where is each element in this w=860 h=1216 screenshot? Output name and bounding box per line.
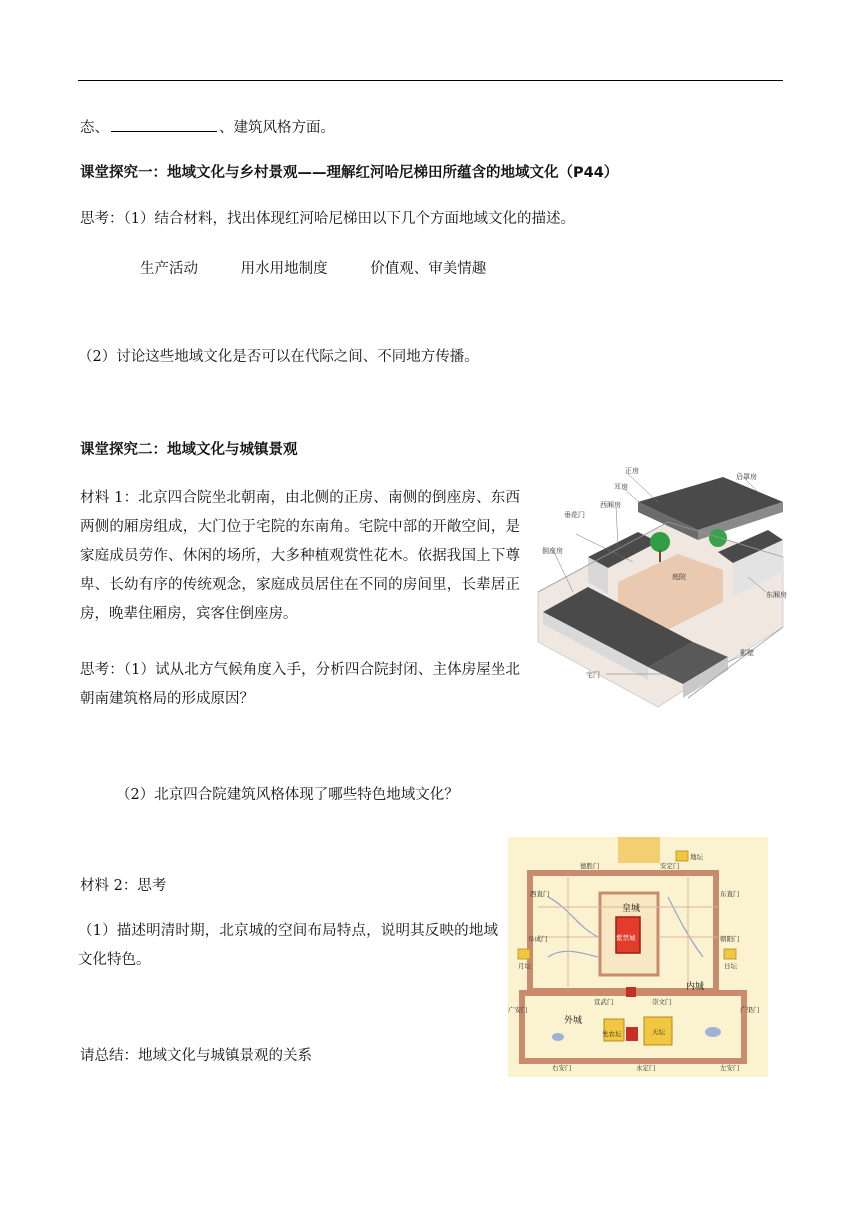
explore2-title: 课堂探究二：地域文化与城镇景观 bbox=[80, 442, 298, 458]
beijing-map bbox=[508, 837, 768, 1077]
label-daozuofang: 倒座房 bbox=[542, 547, 563, 555]
map-yongdingmen: 永定门 bbox=[636, 1064, 656, 1072]
map-dongzhimen: 东直门 bbox=[720, 890, 740, 898]
label-dongxiangfang: 东厢房 bbox=[766, 591, 787, 599]
aspects-row bbox=[140, 257, 524, 278]
material1-think1: 思考：（1）试从北方气候角度入手，分析四合院封闭、主体房屋坐北朝南建筑格局的形成原因？ bbox=[80, 662, 520, 707]
fill-blank[interactable] bbox=[111, 117, 217, 132]
map-chongwenmen: 崇文门 bbox=[652, 998, 672, 1006]
label-xixiangfang: 西厢房 bbox=[600, 501, 621, 509]
map-zijincheng: 紫禁城 bbox=[616, 934, 636, 942]
beijing-map-drawing bbox=[508, 837, 768, 1077]
material2-text: 材料 2：思考 bbox=[80, 878, 167, 894]
map-xizhimen: 西直门 bbox=[530, 890, 550, 898]
line-intro-before: 态、 bbox=[80, 120, 109, 136]
map-fuchengmen: 阜成门 bbox=[528, 935, 548, 943]
aspect-production: 生产活动 bbox=[140, 261, 198, 277]
label-tingyuan: 庭院 bbox=[672, 573, 686, 581]
header-rule bbox=[78, 80, 783, 81]
think2-text: （2）讨论这些地域文化是否可以在代际之间、不同地方传播。 bbox=[78, 349, 479, 365]
map-neicheng: 内城 bbox=[686, 982, 705, 992]
line-intro bbox=[80, 117, 335, 138]
map-yuetan: 月坛 bbox=[518, 962, 531, 970]
map-andingmen: 安定门 bbox=[660, 862, 680, 870]
summary-text: 请总结：地域文化与城镇景观的关系 bbox=[80, 1048, 312, 1064]
map-guanganmen: 广安门 bbox=[508, 1006, 528, 1014]
material1-think2: （2）北京四合院建筑风格体现了哪些特色地域文化？ bbox=[116, 787, 459, 803]
siheyuan-drawing bbox=[528, 462, 790, 712]
label-houzhaofang: 后罩房 bbox=[736, 473, 757, 481]
label-chuihuamen: 垂花门 bbox=[564, 511, 585, 519]
aspect-water-land: 用水用地制度 bbox=[240, 261, 328, 277]
think1-text: 思考：（1）结合材料，找出体现红河哈尼梯田以下几个方面地域文化的描述。 bbox=[80, 211, 575, 227]
siheyuan-figure bbox=[528, 462, 790, 712]
line-intro-after: 、建筑风格方面。 bbox=[219, 120, 335, 136]
map-waicheng: 外城 bbox=[564, 1016, 583, 1026]
map-zuoanmen: 左安门 bbox=[720, 1064, 740, 1072]
map-guangqumen: 广渠门 bbox=[740, 1006, 760, 1014]
aspect-values: 价值观、审美情趣 bbox=[370, 261, 487, 277]
label-yingbi: 影壁 bbox=[740, 649, 754, 657]
map-chaoyangmen: 朝阳门 bbox=[720, 935, 740, 943]
label-zhengfang: 正房 bbox=[625, 467, 639, 475]
map-deshengmen: 德胜门 bbox=[580, 862, 600, 870]
map-ritan: 日坛 bbox=[724, 962, 737, 970]
map-youanmen: 右安门 bbox=[552, 1064, 572, 1072]
material1-text: 材料 1：北京四合院坐北朝南，由北侧的正房、南侧的倒座房、东西两侧的厢房组成，大门位于宅院的东南角。宅院中部的开敞空间，是家庭成员劳作、休闲的场所，大多种植观赏性花木。依据我国上下尊卑、长幼有序的传统观念，家庭成员居住在不同的房间里，长辈居正房，晚辈住厢房，宾客住倒座房。 bbox=[80, 490, 520, 622]
material2-q1: （1）描述明清时期，北京城的空间布局特点，说明其反映的地域文化特色。 bbox=[78, 923, 498, 968]
map-ditan: 地坛 bbox=[690, 853, 703, 861]
map-xuanwumen: 宣武门 bbox=[594, 998, 614, 1006]
label-erfang: 耳房 bbox=[614, 483, 628, 491]
map-xiannongtan: 先农坛 bbox=[602, 1030, 622, 1038]
label-zhaimen: 宅门 bbox=[586, 671, 600, 679]
map-huangcheng: 皇城 bbox=[622, 904, 641, 914]
map-tiantan: 天坛 bbox=[652, 1028, 665, 1036]
explore1-title: 课堂探究一：地域文化与乡村景观——理解红河哈尼梯田所蕴含的地域文化（P44） bbox=[80, 165, 619, 181]
